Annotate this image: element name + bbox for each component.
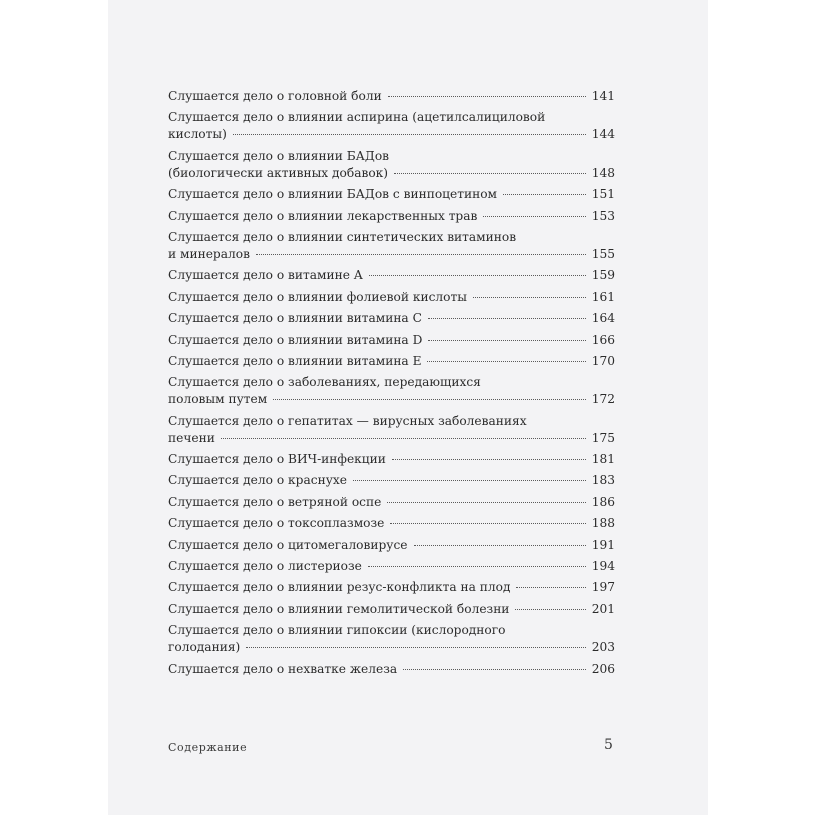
toc-entry: [168, 353, 615, 370]
table-of-contents: [168, 88, 615, 682]
toc-entry-last-line: [168, 165, 615, 182]
leader-dots: [256, 254, 586, 255]
leader-dots: [483, 216, 585, 217]
toc-entry: [168, 148, 615, 182]
toc-entry: [168, 310, 615, 327]
leader-dots: [515, 609, 585, 610]
toc-entry-title-line: и минералов: [168, 246, 250, 261]
toc-entry-last-line: [168, 88, 615, 105]
toc-entry-title-line: Слушается дело о влиянии БАДов: [168, 148, 390, 163]
toc-entry-last-line: [168, 601, 615, 618]
toc-entry-title-line: Слушается дело о влиянии витамина C: [168, 311, 422, 326]
page-number: 5: [604, 737, 613, 753]
toc-entry-last-line: [168, 353, 615, 370]
toc-entry-last-line: [168, 579, 615, 596]
toc-entry-page: 191: [591, 537, 615, 552]
toc-entry-page: 159: [591, 268, 615, 283]
toc-entry-title-line: Слушается дело о головной боли: [168, 89, 382, 103]
leader-dots: [368, 566, 586, 567]
toc-entry-last-line: [168, 246, 615, 263]
toc-entry: [168, 186, 615, 203]
toc-entry: [168, 332, 615, 349]
toc-entry: [168, 289, 615, 306]
toc-entry-title-line: Слушается дело о цитомегаловирусе: [168, 537, 408, 552]
toc-entry-title-line: Слушается дело о влиянии гипоксии (кислородного: [168, 623, 506, 638]
toc-entry-page: 153: [591, 208, 615, 223]
leader-dots: [388, 96, 586, 97]
toc-entry-title-line: Слушается дело о ВИЧ-инфекции: [168, 452, 386, 467]
leader-dots: [428, 340, 585, 341]
toc-entry-last-line: [168, 537, 615, 554]
toc-entry-last-line: [168, 430, 615, 447]
toc-entry-last-line: [168, 289, 615, 306]
toc-entry: [168, 472, 615, 489]
leader-dots: [387, 502, 585, 503]
toc-entry-page: 188: [591, 516, 615, 531]
toc-entry: [168, 558, 615, 575]
toc-entry-last-line: [168, 558, 615, 575]
toc-entry-title-line: Слушается дело о влиянии аспирина (ацетилсалициловой: [168, 110, 546, 125]
toc-entry-title-line: голодания): [168, 640, 241, 655]
toc-entry-last-line: [168, 472, 615, 489]
toc-entry: [168, 622, 615, 656]
leader-dots: [403, 669, 586, 670]
toc-entry-page: 161: [591, 289, 615, 304]
toc-entry: [168, 208, 615, 225]
toc-entry-page: 166: [591, 332, 615, 347]
toc-entry-page: 201: [591, 601, 615, 616]
toc-entry-page: 172: [591, 392, 615, 407]
toc-entry-last-line: [168, 515, 615, 532]
leader-dots: [390, 523, 585, 524]
toc-entry-last-line: [168, 639, 615, 656]
toc-entry-title-line: (биологически активных добавок): [168, 165, 389, 180]
toc-entry-last-line: [168, 494, 615, 511]
leader-dots: [233, 134, 586, 135]
toc-entry-last-line: [168, 126, 615, 143]
toc-entry-last-line: [168, 310, 615, 327]
leader-dots: [246, 647, 585, 648]
toc-entry: [168, 109, 615, 143]
toc-entry-page: 141: [591, 89, 615, 103]
toc-entry-last-line: [168, 451, 615, 468]
leader-dots: [353, 480, 586, 481]
toc-entry-last-line: [168, 186, 615, 203]
toc-entry-page: 194: [591, 559, 615, 574]
leader-dots: [473, 297, 586, 298]
toc-entry-last-line: [168, 267, 615, 284]
toc-entry: [168, 229, 615, 263]
toc-entry-title-line: половым путем: [168, 392, 268, 407]
toc-entry-title-line: Слушается дело о витамине A: [168, 268, 363, 283]
toc-entry-title-line: Слушается дело о влиянии витамина E: [168, 353, 422, 368]
toc-entry-title-line: кислоты): [168, 127, 227, 142]
toc-entry-title-line: Слушается дело о влиянии фолиевой кислоты: [168, 289, 467, 304]
toc-entry-page: 206: [591, 661, 615, 676]
toc-entry: [168, 515, 615, 532]
leader-dots: [369, 275, 586, 276]
toc-entry-page: 148: [591, 165, 615, 180]
leader-dots: [273, 399, 586, 400]
toc-entry-page: 181: [591, 452, 615, 467]
toc-entry-title-line: Слушается дело о влиянии БАДов с винпоцетином: [168, 187, 498, 202]
toc-entry-title-line: Слушается дело о ветряной оспе: [168, 494, 382, 509]
toc-entry-page: 170: [591, 353, 615, 368]
toc-entry-title-line: Слушается дело о влиянии гемолитической болезни: [168, 601, 510, 616]
toc-entry-page: 155: [591, 246, 615, 261]
toc-entry-title-line: Слушается дело о влиянии витамина D: [168, 332, 423, 347]
toc-entry-page: 186: [591, 494, 615, 509]
toc-entry: [168, 267, 615, 284]
toc-entry: [168, 374, 615, 408]
running-footer-label: Содержание: [168, 741, 248, 754]
toc-entry-page: 175: [591, 430, 615, 445]
leader-dots: [392, 459, 586, 460]
toc-entry-page: 197: [591, 580, 615, 595]
leader-dots: [503, 194, 586, 195]
toc-entry-title-line: Слушается дело о влиянии резус-конфликта на плод: [168, 580, 511, 595]
toc-entry-last-line: [168, 208, 615, 225]
leader-dots: [427, 361, 585, 362]
toc-entry-page: 183: [591, 473, 615, 488]
toc-entry-page: 164: [591, 311, 615, 326]
toc-entry: [168, 661, 615, 678]
toc-entry: [168, 451, 615, 468]
leader-dots: [414, 545, 586, 546]
toc-entry-title-line: Слушается дело о заболеваниях, передающихся: [168, 375, 481, 390]
toc-entry-page: 203: [591, 640, 615, 655]
toc-entry: [168, 579, 615, 596]
leader-dots: [394, 173, 586, 174]
toc-entry: [168, 413, 615, 447]
toc-entry-title-line: Слушается дело о влиянии лекарственных трав: [168, 208, 478, 223]
toc-entry: [168, 494, 615, 511]
toc-entry-title-line: Слушается дело о влиянии синтетических витаминов: [168, 229, 517, 244]
toc-entry: [168, 88, 615, 105]
toc-entry-page: 151: [591, 187, 615, 202]
toc-entry-last-line: [168, 391, 615, 408]
toc-entry-title-line: Слушается дело о нехватке железа: [168, 661, 398, 676]
toc-entry-page: 144: [591, 127, 615, 142]
toc-entry: [168, 601, 615, 618]
leader-dots: [221, 438, 586, 439]
toc-entry: [168, 537, 615, 554]
toc-entry-title-line: Слушается дело о токсоплазмозе: [168, 516, 385, 531]
leader-dots: [428, 318, 586, 319]
toc-entry-title-line: печени: [168, 430, 215, 445]
toc-entry-last-line: [168, 332, 615, 349]
leader-dots: [516, 587, 585, 588]
toc-entry-title-line: Слушается дело о краснухе: [168, 473, 347, 488]
toc-entry-title-line: Слушается дело о гепатитах — вирусных заболеваниях: [168, 413, 527, 428]
toc-entry-title-line: Слушается дело о листериозе: [168, 559, 362, 574]
toc-entry-last-line: [168, 661, 615, 678]
